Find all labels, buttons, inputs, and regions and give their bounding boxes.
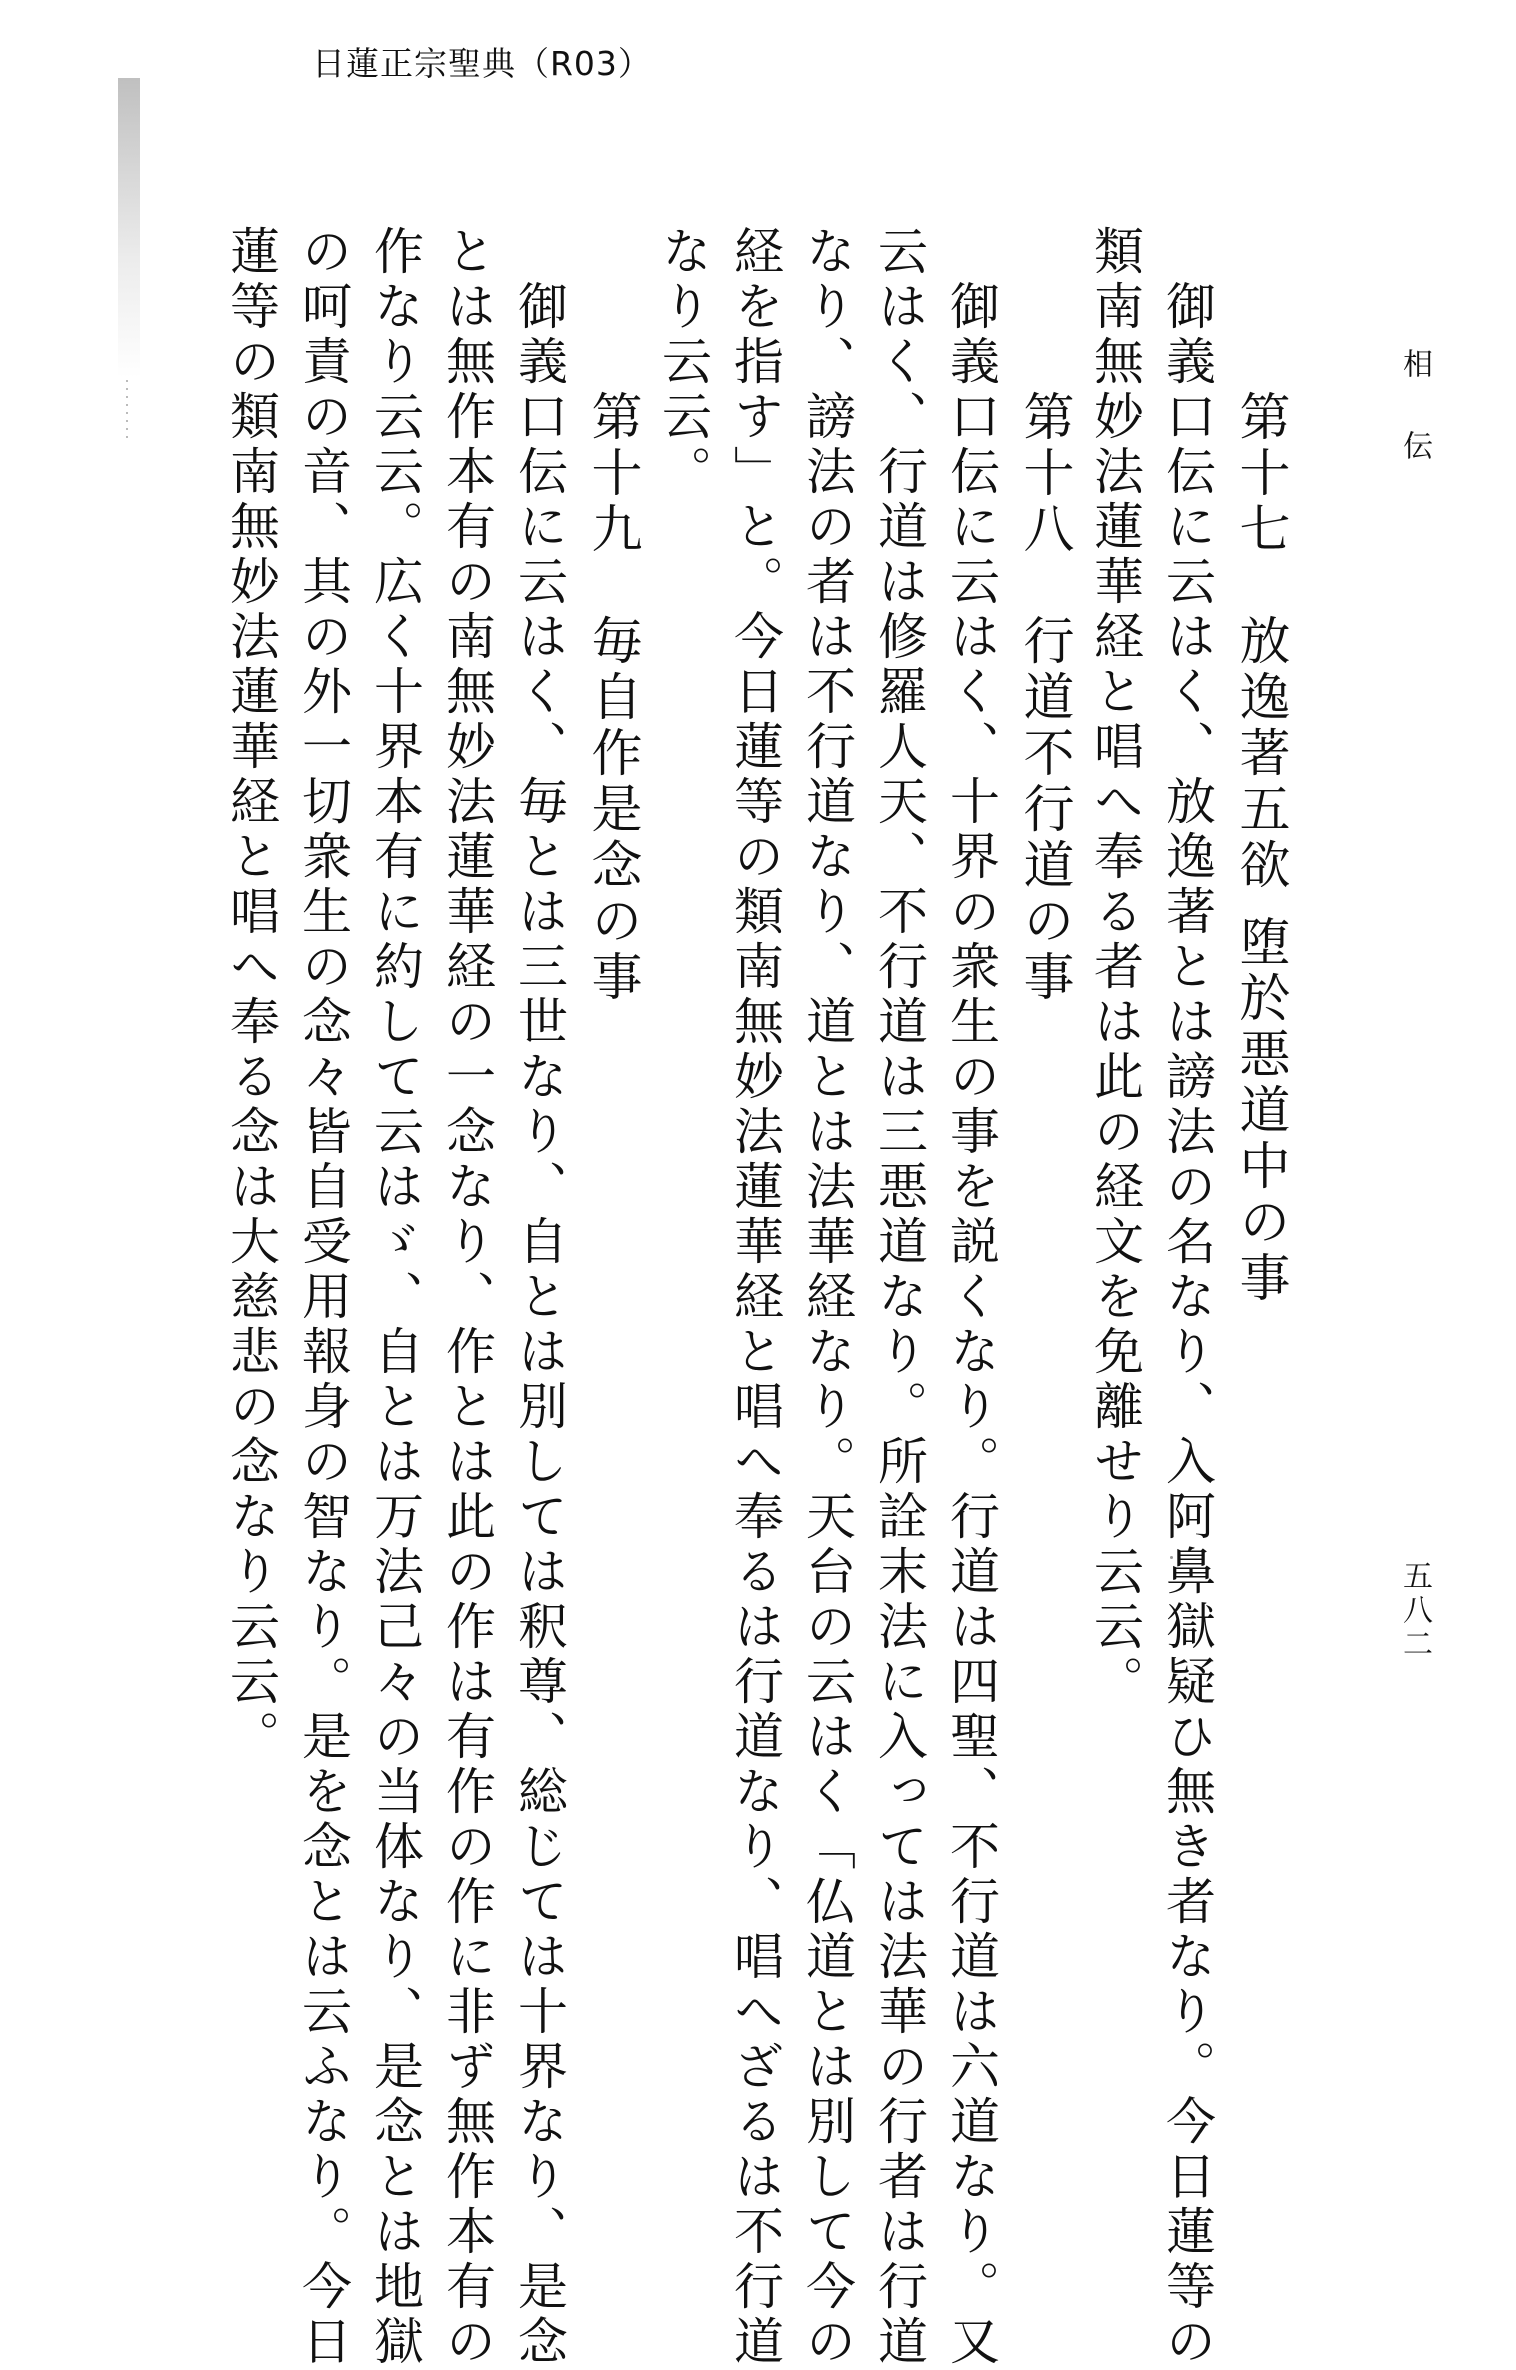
text-column: なり、謗法の者は不行道なり、道とは法華経なり。天台の云はく「仏道とは別して今の <box>798 225 856 2370</box>
main-text <box>222 225 1292 2370</box>
text-column: 経を指す」と。今日蓮等の類南無妙法蓮華経と唱へ奉るは行道なり、唱へざるは不行道 <box>726 225 784 2370</box>
section-heading: 第十九 毎自作是念の事 <box>582 390 641 1006</box>
text-column: とは無作本有の南無妙法蓮華経の一念なり、作とは此の作は有作の作に非ず無作本有の <box>438 225 496 2370</box>
text-column: 類南無妙法蓮華経と唱へ奉る者は此の経文を免離せり云云。 <box>1086 225 1144 1710</box>
text-column: の呵責の音、其の外一切衆生の念々皆自受用報身の智なり。是を念とは云ふなり。今日 <box>294 225 352 2370</box>
section-heading: 第十八 行道不行道の事 <box>1014 390 1073 1006</box>
running-head: 相伝 <box>1397 348 1432 512</box>
text-column: 御義口伝に云はく、毎とは三世なり、自とは別しては釈尊、総じては十界なり、是念 <box>510 280 568 2370</box>
page-number: 五八二 <box>1397 1560 1432 1662</box>
scan-shadow <box>118 78 140 378</box>
text-column: 御義口伝に云はく、十界の衆生の事を説くなり。行道は四聖、不行道は六道なり。又 <box>942 280 1000 2370</box>
text-column: なり云云。 <box>654 225 712 500</box>
document-title: 日蓮正宗聖典（R03） <box>312 44 652 83</box>
text-column: 御義口伝に云はく、放逸著とは謗法の名なり、入阿鼻獄疑ひ無き者なり。今日蓮等の <box>1158 280 1216 2370</box>
text-column: 蓮等の類南無妙法蓮華経と唱へ奉る念は大慈悲の念なり云云。 <box>222 225 280 1765</box>
text-column: 云はく、行道は修羅人天、不行道は三悪道なり。所詮末法に入っては法華の行者は行道 <box>870 225 928 2370</box>
text-column: 作なり云云。広く十界本有に約して云はゞ、自とは万法己々の当体なり、是念とは地獄 <box>366 225 424 2370</box>
section-heading: 第十七 放逸著五欲 堕於悪道中の事 <box>1230 390 1289 1308</box>
scan-noise <box>126 380 128 440</box>
